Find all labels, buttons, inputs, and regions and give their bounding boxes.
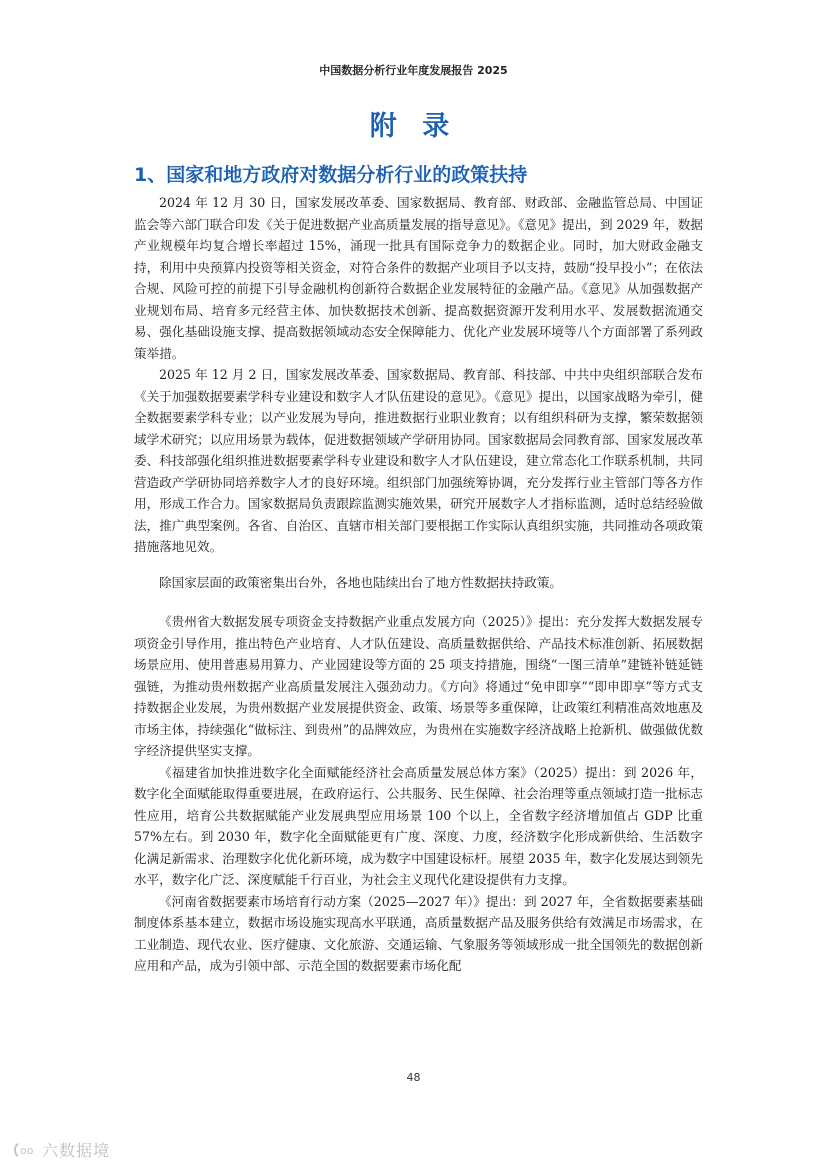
section-title: 1、国家和地方政府对数据分析行业的政策扶持 — [134, 164, 528, 186]
watermark-text: 六数据境 — [42, 1141, 111, 1160]
paragraph-gap — [134, 558, 703, 572]
body-text — [134, 192, 703, 977]
watermark — [12, 1138, 110, 1161]
report-header: 中国数据分析行业年度发展报告 2025 — [319, 64, 508, 77]
paragraph-fujian-policy: 《福建省加快推进数字化全面赋能经济社会高质量发展总体方案》（2025）提出：到 2026 年，数字化全面赋能取得重要进展，在政府运行、公共服务、民生保障、社会治理等重点领域打造一批标志性应用，培育公共数据赋能产业发展典型应用场景 100 个以上，全省数字经济增加值占 GDP 比重 57%左右。到 2030 年，数字化全面赋能更有广度、深度、力度，经济数字化形成新供给、生活数字化满足新需求、治理数字化优化新环境，成为数字中国建设标杆。展望 2035 年，数字化发展达到领先水平，数字化广泛、深度赋能千行百业，为社会主义现代化建设提供有力支撑。 — [134, 764, 703, 887]
paragraph-data-talent: 2025 年 12 月 2 日，国家发展改革委、国家数据局、教育部、科技部、中共中央组织部联合发布《关于加强数据要素学科专业建设和数字人才队伍建设的意见》。《意见》提出，以国家战略为牵引，健全数据要素学科专业；以产业发展为导向，推进数据行业职业教育；以有组织科研为支撑，繁荣数据领域学术研究；以应用场景为载体，促进数据领域产学研用协同。国家数据局会同教育部、国家发展改革委、科技部强化组织推进数据要素学科专业建设和数字人才队伍建设，建立常态化工作联系机制，共同营造政产学研协同培养数字人才的良好环境。组织部门加强统筹协调，充分发挥行业主管部门等各方作用，形成工作合力。国家数据局负责跟踪监测实施效果，研究开展数字人才指标监测，适时总结经验做法，推广典型案例。各省、自治区、直辖市相关部门要根据工作实际认真组织实施，共同推动各项政策措施落地见效。 — [134, 367, 703, 554]
paragraph-henan-policy: 《河南省数据要素市场培育行动方案（2025—2027 年）》提出：到 2027 年，全省数据要素基础制度体系基本建立，数据市场设施实现高水平联通，高质量数据产品及服务供给有效满足市场需求，在工业制造、现代农业、医疗健康、文化旅游、交通运输、气象服务等领域形成一批全国领先的数据创新应用和产品，成为引领中部、示范全国的数据要素市场化配 — [134, 893, 703, 973]
svg-text:oo: oo — [20, 1143, 34, 1157]
page-number: 48 — [406, 1071, 421, 1084]
paragraph-gap — [134, 593, 703, 611]
paragraph-national-data-industry: 2024 年 12 月 30 日，国家发展改革委、国家数据局、教育部、财政部、金融监管总局、中国证监会等六部门联合印发《关于促进数据产业高质量发展的指导意见》。《意见》提出，到 2029 年，数据产业规模年均复合增长率超过 15%，涌现一批具有国际竞争力的数据企业。同时，加大财政金融支持，利用中央预算内投资等相关资金，对符合条件的数据产业项目予以支持，鼓励“投早投小”；在依法合规、风险可控的前提下引导金融机构创新符合数据企业发展特征的金融产品。《意见》从加强数据产业规划布局、培育多元经营主体、加快数据技术创新、提高数据资源开发利用水平、发展数据流通交易、强化基础设施支撑、提高数据领域动态安全保障能力、优化产业发展环境等八个方面部署了系列政策举措。 — [134, 195, 703, 361]
watermark-logo-icon — [12, 1140, 38, 1160]
paragraph-guizhou-policy: 《贵州省大数据发展专项资金支持数据产业重点发展方向（2025）》提出：充分发挥大数据发展专项资金引导作用，推出特色产业培育、人才队伍建设、高质量数据供给、产品技术标准创新、拓展数据场景应用、使用普惠易用算力、产业园建设等方面的 25 项支持措施，围绕“一图三清单”建链补链延链强链，为推动贵州数据产业高质量发展注入强劲动力。《方向》将通过“免申即享”“即申即享”等方式支持数据企业发展，为贵州数据产业发展提供资金、政策、场景等多重保障，让政策红利精准高效地惠及市场主体，持续强化“做标注、到贵州”的品牌效应，为贵州在实施数字经济战略上抢新机、做强做优数字经济提供坚实支撑。 — [134, 614, 703, 758]
paragraph-local-policies-intro: 除国家层面的政策密集出台外，各地也陆续出台了地方性数据扶持政策。 — [159, 574, 562, 590]
appendix-title: 附 录 — [369, 111, 458, 142]
